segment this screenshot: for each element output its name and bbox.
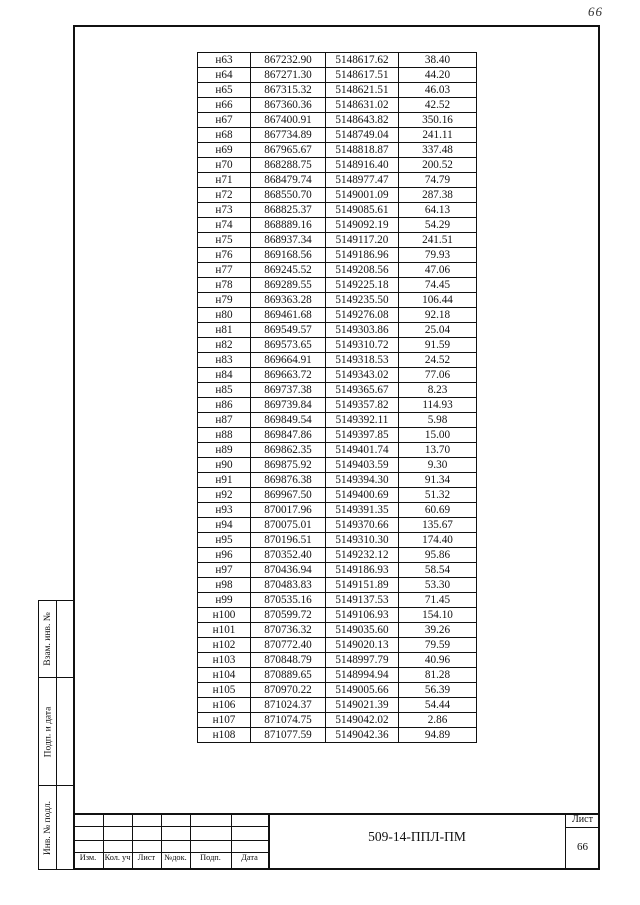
cell-distance: 135.67 (399, 518, 477, 533)
document-number: 509-14-ППЛ-ПМ (368, 829, 466, 844)
cell-x-coord: 868825.37 (251, 203, 326, 218)
table-row (198, 473, 477, 488)
cell-distance: 13.70 (399, 443, 477, 458)
cell-distance: 241.51 (399, 233, 477, 248)
table-row (198, 428, 477, 443)
cell-distance: 95.86 (399, 548, 477, 563)
cell-y-coord: 5149391.35 (326, 503, 399, 518)
cell-y-coord: 5149137.53 (326, 593, 399, 608)
side-label-sign-date: Подп. и дата (43, 706, 54, 757)
cell-x-coord: 869663.72 (251, 368, 326, 383)
cell-distance: 42.52 (399, 98, 477, 113)
cell-y-coord: 5149035.60 (326, 623, 399, 638)
cell-x-coord: 870196.51 (251, 533, 326, 548)
cell-y-coord: 5148916.40 (326, 158, 399, 173)
table-row (198, 248, 477, 263)
cell-distance: 91.59 (399, 338, 477, 353)
cell-y-coord: 5148977.47 (326, 173, 399, 188)
cell-distance: 79.93 (399, 248, 477, 263)
cell-y-coord: 5149370.66 (326, 518, 399, 533)
cell-distance: 8.23 (399, 383, 477, 398)
cell-point-id: н99 (198, 593, 251, 608)
cell-distance: 56.39 (399, 683, 477, 698)
cell-distance: 241.11 (399, 128, 477, 143)
cell-point-id: н65 (198, 83, 251, 98)
cell-x-coord: 870075.01 (251, 518, 326, 533)
cell-y-coord: 5149042.36 (326, 728, 399, 743)
cell-x-coord: 870483.83 (251, 578, 326, 593)
cell-distance: 54.44 (399, 698, 477, 713)
cell-x-coord: 870970.22 (251, 683, 326, 698)
table-row (198, 683, 477, 698)
cell-y-coord: 5148994.94 (326, 668, 399, 683)
table-row (198, 563, 477, 578)
cell-point-id: н98 (198, 578, 251, 593)
cell-y-coord: 5149042.02 (326, 713, 399, 728)
cell-distance: 71.45 (399, 593, 477, 608)
cell-point-id: н103 (198, 653, 251, 668)
cell-x-coord: 870535.16 (251, 593, 326, 608)
stamp-col-signature: Подп. (200, 853, 221, 862)
table-row (198, 278, 477, 293)
cell-point-id: н83 (198, 353, 251, 368)
table-row (198, 548, 477, 563)
cell-x-coord: 869549.57 (251, 323, 326, 338)
cell-x-coord: 869862.35 (251, 443, 326, 458)
side-field-replace-inv (38, 600, 73, 678)
stamp-col-docnum: №док. (164, 853, 187, 862)
cell-distance: 40.96 (399, 653, 477, 668)
table-row (198, 128, 477, 143)
cell-point-id: н94 (198, 518, 251, 533)
cell-y-coord: 5148643.82 (326, 113, 399, 128)
cell-x-coord: 869875.92 (251, 458, 326, 473)
cell-point-id: н106 (198, 698, 251, 713)
cell-point-id: н68 (198, 128, 251, 143)
cell-distance: 74.45 (399, 278, 477, 293)
cell-distance: 287.38 (399, 188, 477, 203)
cell-point-id: н63 (198, 53, 251, 68)
cell-point-id: н70 (198, 158, 251, 173)
stamp-col-sheet: Лист (137, 853, 156, 862)
cell-x-coord: 868550.70 (251, 188, 326, 203)
cell-distance: 94.89 (399, 728, 477, 743)
cell-x-coord: 869245.52 (251, 263, 326, 278)
cell-y-coord: 5149343.02 (326, 368, 399, 383)
cell-x-coord: 868889.16 (251, 218, 326, 233)
table-row (198, 608, 477, 623)
cell-distance: 53.30 (399, 578, 477, 593)
cell-point-id: н92 (198, 488, 251, 503)
cell-point-id: н86 (198, 398, 251, 413)
handwritten-page-number: 66 (588, 4, 603, 19)
table-row (198, 518, 477, 533)
stamp-col-date: Дата (241, 853, 258, 862)
table-row (198, 488, 477, 503)
cell-x-coord: 869664.91 (251, 353, 326, 368)
cell-distance: 337.48 (399, 143, 477, 158)
cell-x-coord: 869289.55 (251, 278, 326, 293)
table-row (198, 233, 477, 248)
coordinates-table (197, 52, 477, 743)
cell-x-coord: 869967.50 (251, 488, 326, 503)
cell-point-id: н87 (198, 413, 251, 428)
cell-distance: 350.16 (399, 113, 477, 128)
cell-point-id: н66 (198, 98, 251, 113)
table-row (198, 308, 477, 323)
cell-y-coord: 5149151.89 (326, 578, 399, 593)
cell-point-id: н100 (198, 608, 251, 623)
cell-point-id: н82 (198, 338, 251, 353)
cell-y-coord: 5148621.51 (326, 83, 399, 98)
cell-y-coord: 5149005.66 (326, 683, 399, 698)
cell-y-coord: 5149021.39 (326, 698, 399, 713)
cell-x-coord: 869847.86 (251, 428, 326, 443)
cell-x-coord: 870599.72 (251, 608, 326, 623)
table-row (198, 353, 477, 368)
stamp-col-change: Изм. (79, 853, 97, 862)
table-row (198, 668, 477, 683)
cell-point-id: н81 (198, 323, 251, 338)
cell-y-coord: 5149225.18 (326, 278, 399, 293)
table-row (198, 98, 477, 113)
cell-y-coord: 5148617.51 (326, 68, 399, 83)
table-row (198, 68, 477, 83)
cell-distance: 46.03 (399, 83, 477, 98)
cell-x-coord: 867734.89 (251, 128, 326, 143)
cell-y-coord: 5149106.93 (326, 608, 399, 623)
cell-y-coord: 5149092.19 (326, 218, 399, 233)
cell-x-coord: 870352.40 (251, 548, 326, 563)
table-row (198, 638, 477, 653)
cell-point-id: н77 (198, 263, 251, 278)
cell-y-coord: 5149232.12 (326, 548, 399, 563)
cell-x-coord: 868937.34 (251, 233, 326, 248)
cell-point-id: н67 (198, 113, 251, 128)
cell-y-coord: 5149085.61 (326, 203, 399, 218)
table-row (198, 503, 477, 518)
cell-distance: 58.54 (399, 563, 477, 578)
cell-distance: 38.40 (399, 53, 477, 68)
cell-x-coord: 868288.75 (251, 158, 326, 173)
cell-distance: 47.06 (399, 263, 477, 278)
cell-x-coord: 870017.96 (251, 503, 326, 518)
cell-point-id: н105 (198, 683, 251, 698)
cell-y-coord: 5149394.30 (326, 473, 399, 488)
sheet-label: Лист (572, 814, 593, 825)
cell-distance: 39.26 (399, 623, 477, 638)
cell-y-coord: 5149276.08 (326, 308, 399, 323)
cell-distance: 77.06 (399, 368, 477, 383)
cell-point-id: н88 (198, 428, 251, 443)
table-row (198, 713, 477, 728)
cell-distance: 79.59 (399, 638, 477, 653)
table-row (198, 263, 477, 278)
cell-x-coord: 870772.40 (251, 638, 326, 653)
cell-x-coord: 869573.65 (251, 338, 326, 353)
cell-point-id: н72 (198, 188, 251, 203)
cell-distance: 54.29 (399, 218, 477, 233)
cell-y-coord: 5148818.87 (326, 143, 399, 158)
cell-x-coord: 870889.65 (251, 668, 326, 683)
table-row (198, 728, 477, 743)
cell-point-id: н84 (198, 368, 251, 383)
cell-distance: 24.52 (399, 353, 477, 368)
cell-x-coord: 869737.38 (251, 383, 326, 398)
cell-distance: 51.32 (399, 488, 477, 503)
side-field-orig-inv (38, 786, 73, 870)
cell-x-coord: 869461.68 (251, 308, 326, 323)
cell-y-coord: 5148749.04 (326, 128, 399, 143)
cell-x-coord: 871024.37 (251, 698, 326, 713)
cell-point-id: н76 (198, 248, 251, 263)
table-row (198, 173, 477, 188)
cell-distance: 5.98 (399, 413, 477, 428)
cell-y-coord: 5149397.85 (326, 428, 399, 443)
table-row (198, 218, 477, 233)
stamp-col-count: Кол. уч (104, 853, 131, 862)
cell-distance: 106.44 (399, 293, 477, 308)
cell-point-id: н78 (198, 278, 251, 293)
cell-point-id: н90 (198, 458, 251, 473)
table-row (198, 398, 477, 413)
table-row (198, 83, 477, 98)
cell-x-coord: 867271.30 (251, 68, 326, 83)
cell-y-coord: 5149403.59 (326, 458, 399, 473)
cell-y-coord: 5149001.09 (326, 188, 399, 203)
cell-distance: 25.04 (399, 323, 477, 338)
cell-point-id: н85 (198, 383, 251, 398)
cell-x-coord: 870736.32 (251, 623, 326, 638)
cell-x-coord: 867360.36 (251, 98, 326, 113)
cell-x-coord: 871077.59 (251, 728, 326, 743)
cell-x-coord: 868479.74 (251, 173, 326, 188)
table-row (198, 623, 477, 638)
cell-point-id: н91 (198, 473, 251, 488)
cell-y-coord: 5149392.11 (326, 413, 399, 428)
table-row (198, 383, 477, 398)
cell-y-coord: 5149401.74 (326, 443, 399, 458)
cell-x-coord: 869168.56 (251, 248, 326, 263)
cell-y-coord: 5149365.67 (326, 383, 399, 398)
cell-x-coord: 869739.84 (251, 398, 326, 413)
table-row (198, 413, 477, 428)
cell-point-id: н102 (198, 638, 251, 653)
cell-point-id: н107 (198, 713, 251, 728)
cell-y-coord: 5149303.86 (326, 323, 399, 338)
cell-y-coord: 5149235.50 (326, 293, 399, 308)
cell-point-id: н93 (198, 503, 251, 518)
table-row (198, 203, 477, 218)
table-row (198, 293, 477, 308)
table-row (198, 158, 477, 173)
sheet-number: 66 (577, 841, 588, 853)
cell-x-coord: 867965.67 (251, 143, 326, 158)
cell-y-coord: 5148631.02 (326, 98, 399, 113)
cell-y-coord: 5149208.56 (326, 263, 399, 278)
cell-distance: 174.40 (399, 533, 477, 548)
side-label-replace-inv: Взам. инв. № (43, 612, 54, 666)
cell-x-coord: 867232.90 (251, 53, 326, 68)
cell-point-id: н71 (198, 173, 251, 188)
table-row (198, 653, 477, 668)
cell-x-coord: 869876.38 (251, 473, 326, 488)
cell-x-coord: 870436.94 (251, 563, 326, 578)
cell-y-coord: 5149020.13 (326, 638, 399, 653)
cell-x-coord: 869363.28 (251, 293, 326, 308)
title-block (73, 813, 600, 870)
cell-x-coord: 869849.54 (251, 413, 326, 428)
cell-distance: 91.34 (399, 473, 477, 488)
table-row (198, 338, 477, 353)
cell-x-coord: 867400.91 (251, 113, 326, 128)
cell-distance: 64.13 (399, 203, 477, 218)
cell-point-id: н104 (198, 668, 251, 683)
cell-distance: 9.30 (399, 458, 477, 473)
cell-distance: 114.93 (399, 398, 477, 413)
cell-y-coord: 5149310.72 (326, 338, 399, 353)
cell-y-coord: 5149318.53 (326, 353, 399, 368)
cell-x-coord: 870848.79 (251, 653, 326, 668)
cell-y-coord: 5149310.30 (326, 533, 399, 548)
cell-x-coord: 867315.32 (251, 83, 326, 98)
cell-distance: 81.28 (399, 668, 477, 683)
cell-distance: 60.69 (399, 503, 477, 518)
cell-point-id: н75 (198, 233, 251, 248)
cell-point-id: н80 (198, 308, 251, 323)
cell-distance: 15.00 (399, 428, 477, 443)
cell-y-coord: 5148997.79 (326, 653, 399, 668)
cell-distance: 74.79 (399, 173, 477, 188)
cell-point-id: н108 (198, 728, 251, 743)
cell-point-id: н64 (198, 68, 251, 83)
cell-y-coord: 5149400.69 (326, 488, 399, 503)
cell-point-id: н74 (198, 218, 251, 233)
cell-y-coord: 5148617.62 (326, 53, 399, 68)
cell-point-id: н73 (198, 203, 251, 218)
table-row (198, 368, 477, 383)
side-field-sign-date (38, 678, 73, 786)
table-row (198, 578, 477, 593)
cell-distance: 2.86 (399, 713, 477, 728)
cell-y-coord: 5149186.96 (326, 248, 399, 263)
cell-point-id: н95 (198, 533, 251, 548)
table-row (198, 698, 477, 713)
cell-distance: 200.52 (399, 158, 477, 173)
cell-point-id: н101 (198, 623, 251, 638)
cell-point-id: н96 (198, 548, 251, 563)
cell-point-id: н79 (198, 293, 251, 308)
table-row (198, 188, 477, 203)
table-row (198, 443, 477, 458)
cell-y-coord: 5149117.20 (326, 233, 399, 248)
table-row (198, 593, 477, 608)
cell-distance: 92.18 (399, 308, 477, 323)
side-label-orig-inv: Инв. № подл. (43, 800, 54, 855)
table-row (198, 323, 477, 338)
table-row (198, 53, 477, 68)
table-row (198, 143, 477, 158)
cell-y-coord: 5149186.93 (326, 563, 399, 578)
cell-distance: 154.10 (399, 608, 477, 623)
cell-point-id: н97 (198, 563, 251, 578)
cell-point-id: н89 (198, 443, 251, 458)
cell-x-coord: 871074.75 (251, 713, 326, 728)
table-row (198, 533, 477, 548)
cell-y-coord: 5149357.82 (326, 398, 399, 413)
table-row (198, 113, 477, 128)
cell-distance: 44.20 (399, 68, 477, 83)
cell-point-id: н69 (198, 143, 251, 158)
table-row (198, 458, 477, 473)
